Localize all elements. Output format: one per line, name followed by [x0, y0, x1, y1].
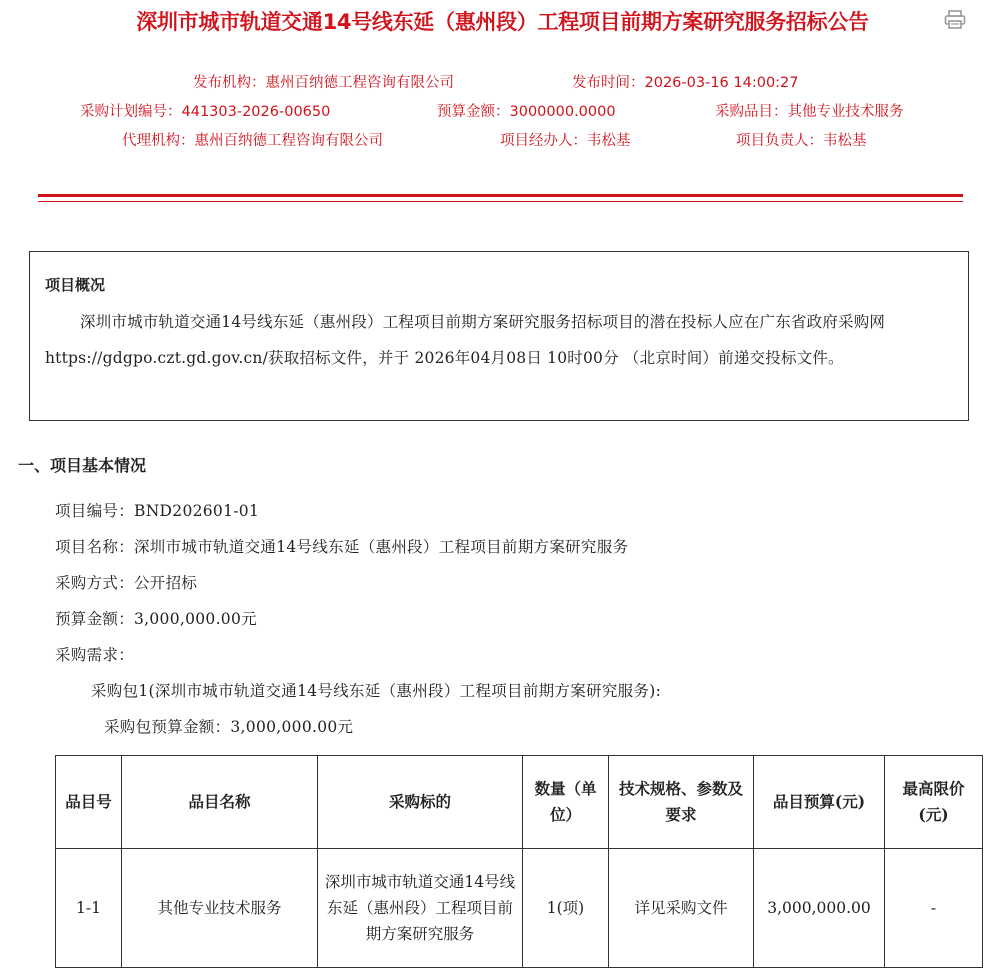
col-item-name: 品目名称: [122, 756, 318, 849]
publish-time: 发布时间：2026-03-16 14:00:27: [572, 75, 799, 91]
col-spec: 技术规格、参数及要求: [609, 756, 754, 849]
overview-box: [29, 251, 969, 421]
overview-heading: 项目概况: [45, 276, 106, 294]
cell-budget: 3,000,000.00: [754, 849, 885, 968]
plan-number: 采购计划编号：441303-2026-00650: [80, 104, 331, 120]
procurement-item: 采购品目：其他专业技术服务: [715, 104, 904, 120]
project-leader: 项目负责人：韦松基: [736, 133, 867, 149]
page-title: 深圳市城市轨道交通14号线东延（惠州段）工程项目前期方案研究服务招标公告: [136, 10, 869, 34]
cell-quantity: 1(项): [523, 849, 609, 968]
col-quantity: 数量（单位）: [523, 756, 609, 849]
section-heading: 一、项目基本情况: [18, 456, 147, 475]
demand-label: 采购需求：: [55, 646, 135, 664]
budget-line: 预算金额：3,000,000.00元: [55, 610, 257, 628]
package-budget: 采购包预算金额：3,000,000.00元: [104, 718, 354, 736]
cell-max-price: -: [885, 849, 983, 968]
col-item-no: 品目号: [56, 756, 122, 849]
col-subject: 采购标的: [318, 756, 523, 849]
cell-spec: 详见采购文件: [609, 849, 754, 968]
package-title: 采购包1(深圳市城市轨道交通14号线东延（惠州段）工程项目前期方案研究服务):: [91, 682, 662, 700]
col-max-price: 最高限价(元): [885, 756, 983, 849]
divider-thin: [38, 201, 963, 202]
table-header-row: [56, 756, 983, 849]
items-table: [55, 755, 983, 968]
table-row: [56, 849, 983, 968]
project-number: 项目编号：BND202601-01: [55, 502, 260, 520]
overview-body: 深圳市城市轨道交通14号线东延（惠州段）工程项目前期方案研究服务招标项目的潜在投标人应在广东省政府采购网https://gdgpo.czt.gd.gov.cn/获取招标文件，并于 2026年04月08日 10时00分 （北京时间）前递交投标文件。: [45, 313, 886, 367]
divider-thick: [38, 194, 963, 197]
budget-amount: 预算金额：3000000.0000: [437, 104, 616, 120]
agency: 代理机构：惠州百纳德工程咨询有限公司: [122, 133, 383, 149]
procurement-method: 采购方式：公开招标: [55, 574, 198, 592]
col-budget: 品目预算(元): [754, 756, 885, 849]
cell-item-name: 其他专业技术服务: [122, 849, 318, 968]
publisher: 发布机构：惠州百纳德工程咨询有限公司: [193, 75, 454, 91]
cell-subject: 深圳市城市轨道交通14号线东延（惠州段）工程项目前期方案研究服务: [318, 849, 523, 968]
cell-item-no: 1-1: [56, 849, 122, 968]
project-name: 项目名称：深圳市城市轨道交通14号线东延（惠州段）工程项目前期方案研究服务: [55, 538, 629, 556]
project-handler: 项目经办人：韦松基: [500, 133, 631, 149]
printer-icon[interactable]: [944, 10, 966, 30]
